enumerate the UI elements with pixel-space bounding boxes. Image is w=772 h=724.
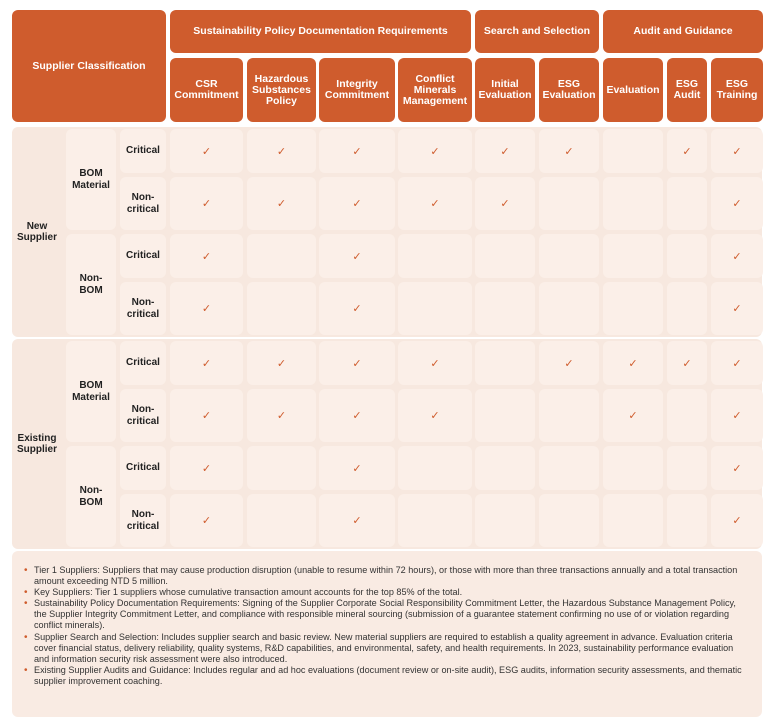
group-header <box>475 10 599 53</box>
supplier-type-label <box>14 127 60 337</box>
criticality-text-line: Non- <box>131 404 155 415</box>
column-header-label <box>717 79 758 101</box>
column-header <box>319 58 395 122</box>
checkmark-icon: ✓ <box>201 249 212 263</box>
criticality-text <box>127 192 159 215</box>
checkmark-icon: ✓ <box>352 356 362 370</box>
material-type-text-line: BOM <box>79 496 103 508</box>
footnotes-list <box>24 565 748 687</box>
checkmark-icon: ✓ <box>201 409 212 422</box>
criticality-text-line: Non- <box>131 297 155 308</box>
material-type-text <box>79 485 102 508</box>
checkmark-icon: ✓ <box>276 144 287 158</box>
requirement-cell <box>711 234 763 278</box>
column-header-label-line: Evaluation <box>606 83 660 96</box>
material-type-text-line: BOM <box>79 168 103 179</box>
requirement-cell <box>170 129 243 173</box>
requirement-cell <box>319 177 395 230</box>
requirement-cell <box>711 177 763 230</box>
checkmark-icon: ✓ <box>500 144 510 158</box>
requirement-cell <box>603 282 663 335</box>
requirement-cell <box>398 389 472 442</box>
requirement-cell <box>247 234 316 278</box>
requirement-cell <box>170 282 243 335</box>
checkmark-icon: ✓ <box>628 409 638 422</box>
supplier-type-text-line: Supplier <box>16 444 57 455</box>
supplier-type-text-line: Existing <box>17 432 57 444</box>
checkmark-icon: ✓ <box>352 409 362 422</box>
group-header <box>170 10 471 53</box>
requirement-cell <box>170 177 243 230</box>
requirement-cell <box>319 234 395 278</box>
material-type-label <box>66 234 116 335</box>
requirement-cell <box>247 129 316 173</box>
checkmark-icon: ✓ <box>430 356 440 370</box>
column-header-label-line: Hazardous <box>254 72 309 85</box>
requirement-cell <box>711 341 763 385</box>
requirement-cell <box>539 234 599 278</box>
checkmark-icon: ✓ <box>732 144 742 158</box>
criticality-label <box>120 177 166 230</box>
column-header <box>603 58 663 122</box>
checkmark-icon: ✓ <box>732 249 742 263</box>
column-header-label-line: ESG <box>557 78 581 90</box>
column-header-label-line: Integrity <box>336 78 378 90</box>
requirement-cell <box>603 494 663 547</box>
column-header-label-line: Evaluation <box>478 89 532 101</box>
material-type-label <box>66 446 116 547</box>
criticality-label <box>120 494 166 547</box>
column-header-label-line: ESG <box>725 78 749 90</box>
criticality-label <box>120 446 166 490</box>
column-header-label-line: Commitment <box>174 89 239 101</box>
requirement-cell <box>398 341 472 385</box>
requirement-cell <box>475 129 535 173</box>
requirement-cell <box>667 129 707 173</box>
checkmark-icon: ✓ <box>682 144 692 158</box>
checkmark-icon: ✓ <box>732 514 742 527</box>
criticality-label <box>120 341 166 385</box>
footnotes-panel <box>12 551 762 717</box>
column-header-label-line: Initial <box>491 78 519 90</box>
checkmark-icon: ✓ <box>352 514 362 527</box>
requirement-cell <box>247 494 316 547</box>
checkmark-icon: ✓ <box>430 409 440 422</box>
column-header <box>711 58 763 122</box>
column-header-label-line: Policy <box>266 94 297 107</box>
material-type-text-line: BOM <box>79 380 103 391</box>
requirement-cell <box>539 129 599 173</box>
criticality-text-line: Critical <box>126 462 160 474</box>
criticality-text-line: critical <box>126 203 160 215</box>
column-header-label-line: Management <box>402 94 468 107</box>
material-type-text-line: Material <box>72 179 110 191</box>
column-header-label-line: Training <box>716 89 758 101</box>
checkmark-icon: ✓ <box>564 144 574 158</box>
requirement-cell <box>603 129 663 173</box>
requirement-cell <box>475 177 535 230</box>
column-header-label <box>542 79 595 101</box>
column-header-label-line: Conflict <box>415 72 455 85</box>
column-header-label <box>174 79 238 101</box>
column-header-label <box>606 85 659 96</box>
requirement-cell <box>711 282 763 335</box>
column-header <box>398 58 472 122</box>
checkmark-icon: ✓ <box>732 197 742 210</box>
requirement-cell <box>711 446 763 490</box>
requirement-cell <box>247 341 316 385</box>
requirement-cell <box>170 389 243 442</box>
criticality-label <box>120 234 166 278</box>
requirement-cell <box>170 446 243 490</box>
material-type-text <box>79 273 102 296</box>
supplier-type-label <box>14 339 60 549</box>
requirement-cell <box>603 389 663 442</box>
requirement-cell <box>475 234 535 278</box>
material-type-text <box>72 380 110 403</box>
requirement-cell <box>247 446 316 490</box>
requirement-cell <box>319 341 395 385</box>
requirement-cell <box>319 129 395 173</box>
column-header-label-line: Minerals <box>413 83 457 96</box>
criticality-text <box>126 145 160 157</box>
column-header <box>170 58 243 122</box>
group-header <box>603 10 763 53</box>
checkmark-icon: ✓ <box>352 249 362 263</box>
footnote-item: • Sustainability Policy Documentation Requirements: Signing of the Supplier Corporate Social Responsibility Commitment Letter, the Hazardous Substance Management Policy, the Supplier Integrity Commitment Letter, and compliance with responsible mineral sourcing (submission of a guarantee statement confirming no use of or violation regarding conflict minerals). <box>24 598 748 631</box>
material-type-text-line: Non- <box>79 273 103 284</box>
column-header-label-line: Commitment <box>324 89 390 101</box>
requirement-cell <box>170 341 243 385</box>
requirement-cell <box>398 177 472 230</box>
requirement-cell <box>319 494 395 547</box>
column-header <box>247 58 316 122</box>
group-header-label: Audit and Guidance <box>633 25 733 37</box>
supplier-classification-header <box>12 10 166 122</box>
column-header <box>475 58 535 122</box>
requirement-cell <box>398 282 472 335</box>
criticality-text-line: Non- <box>131 192 155 203</box>
requirement-cell <box>539 494 599 547</box>
requirement-cell <box>711 389 763 442</box>
requirement-cell <box>539 389 599 442</box>
column-header <box>539 58 599 122</box>
requirement-cell <box>711 494 763 547</box>
requirement-cell <box>319 446 395 490</box>
checkmark-icon: ✓ <box>732 302 742 315</box>
group-header-label: Search and Selection <box>483 25 591 37</box>
group-header-label: Sustainability Policy Documentation Requirements <box>193 25 448 37</box>
column-header-label-line: Evaluation <box>542 89 596 101</box>
column-header-label-line: Substances <box>252 83 311 96</box>
requirement-cell <box>667 282 707 335</box>
column-header-label <box>478 79 531 101</box>
requirement-cell <box>667 177 707 230</box>
checkmark-icon: ✓ <box>352 144 362 158</box>
requirement-cell <box>603 341 663 385</box>
supplier-type-text <box>17 433 57 456</box>
checkmark-icon: ✓ <box>430 144 440 158</box>
material-type-text <box>72 168 110 191</box>
criticality-text-line: critical <box>126 520 160 532</box>
criticality-text <box>126 250 160 262</box>
requirement-cell <box>319 389 395 442</box>
requirement-cell <box>603 177 663 230</box>
checkmark-icon: ✓ <box>564 356 574 370</box>
checkmark-icon: ✓ <box>276 197 287 210</box>
requirement-cell <box>398 494 472 547</box>
criticality-text <box>126 357 160 369</box>
requirement-cell <box>398 446 472 490</box>
requirement-cell <box>711 129 763 173</box>
requirement-cell <box>667 389 707 442</box>
checkmark-icon: ✓ <box>682 356 692 370</box>
material-type-text-line: BOM <box>79 284 103 296</box>
checkmark-icon: ✓ <box>201 302 212 315</box>
requirement-cell <box>475 389 535 442</box>
requirement-cell <box>539 177 599 230</box>
footnote-item: • Tier 1 Suppliers: Suppliers that may cause production disruption (unable to resume within 72 hours), or those with more than three transactions annually and a total transaction amount exceeding NTD 5 million. <box>24 565 748 587</box>
requirement-cell <box>170 234 243 278</box>
requirement-cell <box>667 341 707 385</box>
checkmark-icon: ✓ <box>430 197 440 210</box>
criticality-text-line: critical <box>126 308 160 320</box>
checkmark-icon: ✓ <box>201 356 212 370</box>
requirement-cell <box>667 234 707 278</box>
supplier-type-text <box>17 221 57 244</box>
checkmark-icon: ✓ <box>500 197 510 210</box>
footnote-item: • Key Suppliers: Tier 1 suppliers whose cumulative transaction amount accounts for the top 85% of the total. <box>24 587 748 598</box>
criticality-label <box>120 282 166 335</box>
column-header-label-line: ESG <box>675 78 699 90</box>
column-header-label <box>325 79 389 101</box>
column-header-label <box>403 74 467 107</box>
requirement-cell <box>247 282 316 335</box>
checkmark-icon: ✓ <box>201 514 212 527</box>
criticality-text <box>127 509 159 532</box>
requirement-cell <box>247 177 316 230</box>
criticality-text-line: Critical <box>126 357 160 369</box>
checkmark-icon: ✓ <box>201 461 212 475</box>
requirement-cell <box>667 494 707 547</box>
criticality-text-line: critical <box>126 415 160 427</box>
checkmark-icon: ✓ <box>201 197 212 210</box>
footnote-item: • Supplier Search and Selection: Includes supplier search and basic review. New material suppliers are required to establish a quality agreement in advance. Evaluation criteria cover financial status, delivery reliability, quality systems, R&D capabilities, and environmental, safety, and health requirements. In 2023, sustainability performance evaluation and information security risk assessment were also introduced. <box>24 632 748 665</box>
supplier-type-text-line: Supplier <box>16 232 57 243</box>
material-type-text-line: Material <box>72 391 110 403</box>
requirement-cell <box>247 389 316 442</box>
criticality-text-line: Critical <box>126 145 160 157</box>
requirement-cell <box>319 282 395 335</box>
supplier-type-text-line: New <box>26 220 48 232</box>
checkmark-icon: ✓ <box>352 197 362 210</box>
requirement-cell <box>475 446 535 490</box>
checkmark-icon: ✓ <box>276 409 287 422</box>
checkmark-icon: ✓ <box>352 461 362 475</box>
requirement-cell <box>603 234 663 278</box>
checkmark-icon: ✓ <box>732 409 742 422</box>
criticality-label <box>120 389 166 442</box>
checkmark-icon: ✓ <box>201 144 212 158</box>
column-header-label-line: Audit <box>673 89 701 101</box>
criticality-label <box>120 129 166 173</box>
requirement-cell <box>475 341 535 385</box>
criticality-text <box>127 404 159 427</box>
checkmark-icon: ✓ <box>276 356 287 370</box>
criticality-text <box>126 462 160 474</box>
material-type-label <box>66 341 116 442</box>
material-type-label <box>66 129 116 230</box>
checkmark-icon: ✓ <box>628 356 638 370</box>
requirement-cell <box>398 129 472 173</box>
requirement-cell <box>667 446 707 490</box>
requirement-cell <box>475 494 535 547</box>
material-type-text-line: Non- <box>79 485 103 496</box>
column-header-label-line: CSR <box>195 78 218 90</box>
criticality-text-line: Non- <box>131 509 155 520</box>
checkmark-icon: ✓ <box>732 461 742 475</box>
footnote-item: • Existing Supplier Audits and Guidance: Includes regular and ad hoc evaluations (document review or on-site audit), ESG audits, information security assessments, and thematic supplier improvement coaching. <box>24 665 748 687</box>
requirement-cell <box>170 494 243 547</box>
requirement-cell <box>603 446 663 490</box>
checkmark-icon: ✓ <box>352 302 362 315</box>
requirement-cell <box>539 282 599 335</box>
checkmark-icon: ✓ <box>732 356 742 370</box>
supplier-classification-label: Supplier Classification <box>32 59 146 72</box>
requirement-cell <box>539 446 599 490</box>
requirement-cell <box>398 234 472 278</box>
requirement-cell <box>539 341 599 385</box>
criticality-text <box>127 297 159 320</box>
criticality-text-line: Critical <box>126 250 160 262</box>
column-header-label <box>252 74 311 107</box>
column-header <box>667 58 707 122</box>
column-header-label <box>674 79 701 101</box>
requirement-cell <box>475 282 535 335</box>
